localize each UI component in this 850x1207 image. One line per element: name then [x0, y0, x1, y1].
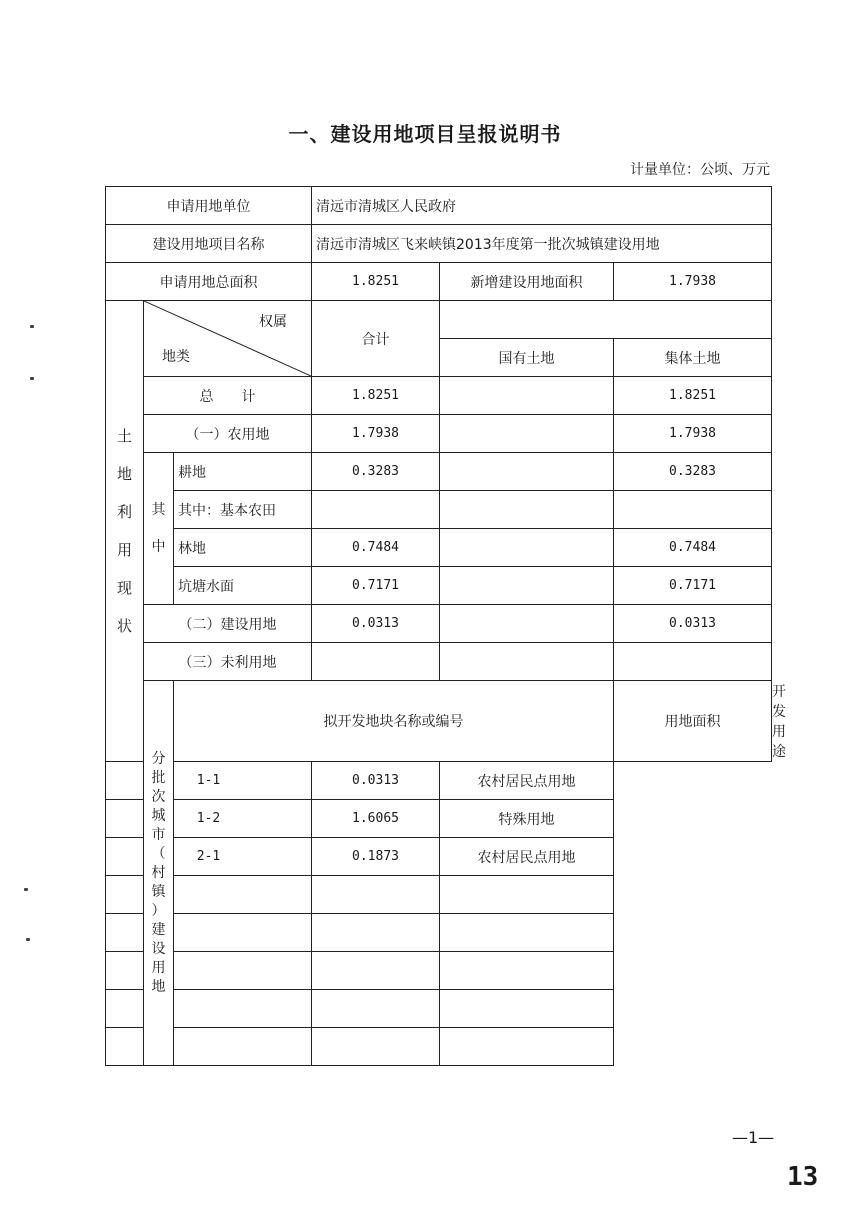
new-area-label: 新增建设用地面积 — [440, 263, 614, 301]
cultivated-state — [440, 453, 614, 491]
row-farm — [106, 415, 772, 453]
total-area-value: 1.8251 — [312, 263, 440, 301]
applicant-label: 申请用地单位 — [106, 187, 312, 225]
row-unused — [106, 643, 772, 681]
table-row — [106, 800, 772, 838]
cultivated-label: 耕地 — [174, 453, 312, 491]
unused-collective — [614, 643, 772, 681]
scan-speck — [30, 325, 34, 328]
row-grand-total — [106, 377, 772, 415]
row-project — [106, 225, 772, 263]
pond-collective: 0.7171 — [614, 567, 772, 605]
forest-total: 0.7484 — [312, 529, 440, 567]
pond-state — [440, 567, 614, 605]
plot-cell: 2-1 — [106, 838, 312, 876]
scan-speck — [26, 938, 30, 941]
basic-farmland-state — [440, 491, 614, 529]
row-pond — [106, 567, 772, 605]
batch-section-label: 分 批 次 城 市 （ 村 镇 ） 建 设 用 地 — [144, 681, 174, 1066]
use-cell: 农村居民点用地 — [440, 762, 614, 800]
handwritten-page-number: 13 — [787, 1162, 819, 1192]
plot-cell: 1-1 — [106, 762, 312, 800]
table-row — [106, 952, 772, 990]
plot-cell — [106, 952, 312, 990]
farm-label: （一）农用地 — [144, 415, 312, 453]
grand-total-collective: 1.8251 — [614, 377, 772, 415]
pond-total: 0.7171 — [312, 567, 440, 605]
forest-label: 林地 — [174, 529, 312, 567]
applicant-value: 清远市清城区人民政府 — [312, 187, 772, 225]
farm-total: 1.7938 — [312, 415, 440, 453]
page-number: —1— — [732, 1128, 775, 1147]
unused-label: （三）未利用地 — [144, 643, 312, 681]
current-use-section-label: 土 地 利 用 现 状 — [106, 301, 144, 762]
row-cultivated — [106, 453, 772, 491]
table-row — [106, 990, 772, 1028]
construction-state — [440, 605, 614, 643]
state-land-header: 国有土地 — [440, 339, 614, 377]
farm-collective: 1.7938 — [614, 415, 772, 453]
table-row — [106, 914, 772, 952]
row-total-area — [106, 263, 772, 301]
ownership-header: 权属 — [259, 314, 288, 330]
grand-total-total: 1.8251 — [312, 377, 440, 415]
row-use-header-1 — [106, 301, 772, 339]
table-row — [106, 838, 772, 876]
construction-collective: 0.0313 — [614, 605, 772, 643]
area-cell — [312, 952, 440, 990]
area-cell: 0.0313 — [312, 762, 440, 800]
use-cell: 特殊用地 — [440, 800, 614, 838]
grand-total-label: 总 计 — [144, 377, 312, 415]
area-cell — [312, 1028, 440, 1066]
row-forest — [106, 529, 772, 567]
unused-total — [312, 643, 440, 681]
row-basic-farmland — [106, 491, 772, 529]
project-value: 清远市清城区飞来峡镇2013年度第一批次城镇建设用地 — [312, 225, 772, 263]
area-cell: 1.6065 — [312, 800, 440, 838]
new-area-value: 1.7938 — [614, 263, 772, 301]
cultivated-total: 0.3283 — [312, 453, 440, 491]
total-header: 合计 — [312, 301, 440, 377]
document-title: 一、建设用地项目呈报说明书 — [288, 122, 562, 146]
use-cell — [440, 876, 614, 914]
row-batch-header: 分 批 次 城 市 （ 村 镇 ） 建 设 用 地 拟开发地块名称或编号 用地面积 开发用途 — [106, 681, 772, 762]
collective-land-header: 集体土地 — [614, 339, 772, 377]
basic-farmland-collective — [614, 491, 772, 529]
use-cell — [440, 914, 614, 952]
use-cell: 农村居民点用地 — [440, 838, 614, 876]
plot-cell — [106, 990, 312, 1028]
ownership-span-cell — [440, 301, 772, 339]
basic-farmland-label: 其中：基本农田 — [174, 491, 312, 529]
diagonal-header-cell — [144, 301, 312, 377]
area-header: 用地面积 — [614, 681, 772, 762]
pond-label: 坑塘水面 — [174, 567, 312, 605]
area-cell — [312, 914, 440, 952]
table-row — [106, 876, 772, 914]
unused-state — [440, 643, 614, 681]
project-label: 建设用地项目名称 — [106, 225, 312, 263]
row-construction — [106, 605, 772, 643]
scan-speck — [24, 888, 28, 891]
land-type-header: 地类 — [162, 349, 190, 365]
use-cell — [440, 990, 614, 1028]
total-area-label: 申请用地总面积 — [106, 263, 312, 301]
plot-cell — [106, 1028, 312, 1066]
use-cell — [440, 1028, 614, 1066]
application-table — [105, 186, 787, 1066]
construction-label: （二）建设用地 — [144, 605, 312, 643]
grand-total-state — [440, 377, 614, 415]
row-applicant — [106, 187, 772, 225]
construction-total: 0.0313 — [312, 605, 440, 643]
forest-state — [440, 529, 614, 567]
table-row — [106, 762, 772, 800]
cultivated-collective: 0.3283 — [614, 453, 772, 491]
plot-cell — [106, 914, 312, 952]
area-cell — [312, 876, 440, 914]
table-row — [106, 1028, 772, 1066]
basic-farmland-total — [312, 491, 440, 529]
use-cell — [440, 952, 614, 990]
area-cell — [312, 990, 440, 1028]
unit-note: 计量单位：公顷、万元 — [630, 162, 770, 178]
area-cell: 0.1873 — [312, 838, 440, 876]
plot-header: 拟开发地块名称或编号 — [174, 681, 614, 762]
scan-speck — [30, 377, 34, 380]
plot-cell: 1-2 — [106, 800, 312, 838]
among-label: 其 中 — [144, 453, 174, 605]
plot-cell — [106, 876, 312, 914]
forest-collective: 0.7484 — [614, 529, 772, 567]
farm-state — [440, 415, 614, 453]
